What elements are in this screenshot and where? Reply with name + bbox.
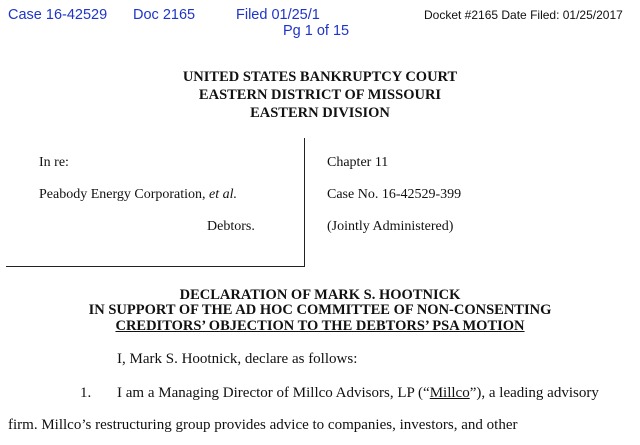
para1-defined-term: Millco <box>429 385 470 401</box>
document-title-line3 <box>0 319 640 334</box>
ecf-page-count: Pg 1 of 15 <box>283 23 350 39</box>
paragraph-number: 1. <box>80 385 92 401</box>
caption-debtor-name <box>39 188 237 202</box>
court-district: EASTERN DISTRICT OF MISSOURI <box>198 87 442 103</box>
ecf-case-number: Case 16-42529 <box>8 7 108 23</box>
et-al: et al. <box>209 187 238 202</box>
ecf-doc-number: Doc 2165 <box>133 7 196 23</box>
caption-bottom-rule <box>6 266 305 267</box>
caption-divider <box>304 138 305 266</box>
document-title-line3-text: CREDITORS’ OBJECTION TO THE DEBTORS’ PSA MOTION <box>115 318 525 334</box>
caption-chapter: Chapter 11 <box>327 155 389 170</box>
paragraph-1-line2: firm. Millco’s restructuring group provides advice to companies, investors, and other <box>8 417 518 433</box>
intro-sentence: I, Mark S. Hootnick, declare as follows: <box>117 351 358 367</box>
docket-stamp: Docket #2165 Date Filed: 01/25/2017 <box>424 8 623 22</box>
caption-in-re: In re: <box>39 155 69 170</box>
para1-prefix: I am a Managing Director of Millco Advisors, LP (“ <box>117 385 430 401</box>
caption-debtors-label: Debtors. <box>207 219 255 234</box>
court-division: EASTERN DIVISION <box>250 105 390 121</box>
caption-case-no: Case No. 16-42529-399 <box>327 187 462 202</box>
court-name: UNITED STATES BANKRUPTCY COURT <box>182 69 458 85</box>
caption-jointly-administered: (Jointly Administered) <box>327 219 454 234</box>
debtor-name: Peabody Energy Corporation, <box>39 187 210 202</box>
paragraph-1-line1 <box>117 386 599 401</box>
ecf-filed-date: Filed 01/25/1 <box>236 7 320 23</box>
document-title-line2: IN SUPPORT OF THE AD HOC COMMITTEE OF NON-CONSENTING <box>88 302 552 318</box>
document-title-line1: DECLARATION OF MARK S. HOOTNICK <box>179 287 461 303</box>
para1-suffix: ”), a leading advisory <box>469 385 599 401</box>
